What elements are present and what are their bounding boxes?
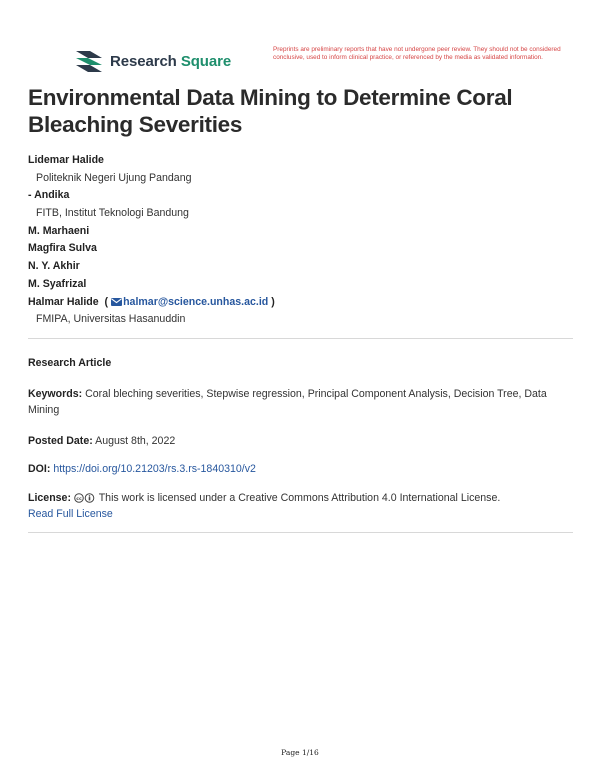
author-name[interactable]: - Andika bbox=[28, 189, 70, 202]
divider bbox=[28, 532, 573, 533]
corresponding-author: Halmar Halide ( halmar@science.unhas.ac.id ) bbox=[28, 295, 275, 308]
svg-text:cc: cc bbox=[76, 497, 82, 502]
license-label: License: bbox=[28, 492, 71, 504]
doi-label: DOI: bbox=[28, 463, 51, 475]
preprint-disclaimer: Preprints are preliminary reports that have not undergone peer review. They should not be considered conclusive, used to inform clinical practice, or referenced by the media as validated information. bbox=[273, 46, 561, 61]
divider bbox=[28, 338, 573, 339]
research-square-logo[interactable] bbox=[74, 48, 231, 74]
keywords-label: Keywords: bbox=[28, 388, 83, 400]
posted-date bbox=[28, 433, 573, 449]
page-header bbox=[74, 46, 574, 78]
doi bbox=[28, 461, 573, 477]
author-name[interactable]: N. Y. Akhir bbox=[28, 260, 80, 273]
envelope-icon bbox=[111, 298, 122, 306]
keywords-value: Coral bleching severities, Stepwise regression, Principal Component Analysis, Decision Tree, Data Mining bbox=[28, 388, 547, 416]
license-text: This work is licensed under a Creative Commons Attribution 4.0 International License. bbox=[98, 492, 501, 504]
logo-text bbox=[110, 53, 231, 70]
page-number: Page 1/16 bbox=[281, 748, 319, 757]
posted-date-label: Posted Date: bbox=[28, 435, 93, 447]
logo-text-research: Research bbox=[110, 52, 177, 70]
author-name[interactable]: M. Marhaeni bbox=[28, 224, 90, 237]
article-type: Research Article bbox=[28, 357, 112, 369]
author-affiliation: FITB, Institut Teknologi Bandung bbox=[36, 207, 189, 220]
author-name[interactable]: Magfira Sulva bbox=[28, 242, 97, 255]
read-full-license-link[interactable]: Read Full License bbox=[28, 508, 113, 520]
posted-date-value: August 8th, 2022 bbox=[95, 435, 176, 447]
author-name[interactable]: Lidemar Halide bbox=[28, 154, 104, 166]
research-square-logo-icon bbox=[74, 49, 104, 73]
keywords bbox=[28, 386, 573, 418]
paper-title: Environmental Data Mining to Determine Coral Bleaching Severities bbox=[28, 85, 513, 137]
creative-commons-icon[interactable] bbox=[74, 493, 95, 503]
author-email-link[interactable]: halmar@science.unhas.ac.id bbox=[123, 295, 269, 308]
author-name[interactable]: M. Syafrizal bbox=[28, 277, 87, 290]
logo-text-square: Square bbox=[176, 52, 232, 70]
author-affiliation: Politeknik Negeri Ujung Pandang bbox=[36, 171, 192, 184]
license bbox=[28, 490, 573, 522]
author-affiliation: FMIPA, Universitas Hasanuddin bbox=[36, 313, 186, 326]
doi-link[interactable]: https://doi.org/10.21203/rs.3.rs-1840310/v2 bbox=[53, 463, 256, 475]
author-name[interactable]: Halmar Halide bbox=[28, 295, 99, 308]
author-list bbox=[28, 152, 573, 329]
